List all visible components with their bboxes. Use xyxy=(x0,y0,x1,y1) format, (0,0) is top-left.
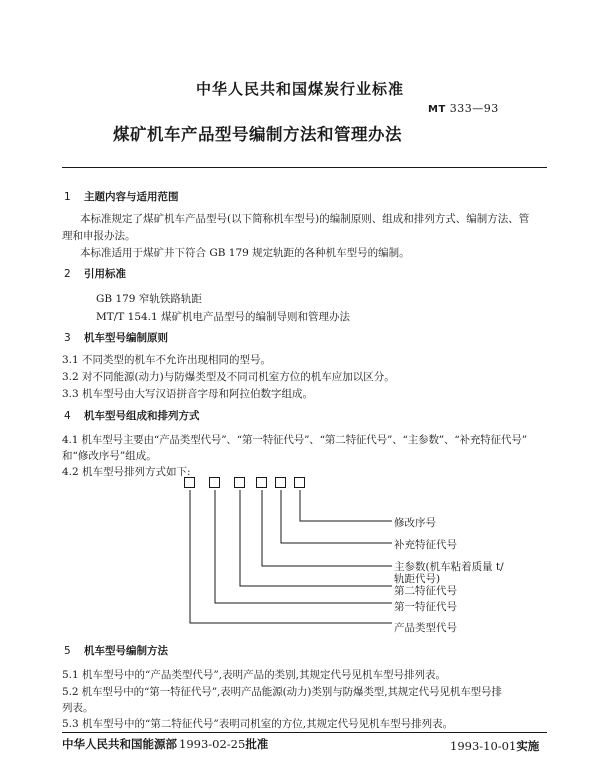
clause-3-2: 3.2 对不同能源(动力)与防爆类型及不同司机室方位的机车应加以区分。 xyxy=(62,371,395,383)
label-main-parameter-line1: 主参数(机车粘着质量 t/ xyxy=(394,561,504,573)
effective-date-block xyxy=(450,738,539,754)
leader-revision-number xyxy=(300,490,392,521)
clause-4-1a: 4.1 机车型号主要由“产品类型代号”、“第一特征代号”、“第二特征代号”、“主参数”、“补充特征代号” xyxy=(62,434,527,446)
section-3-heading: 3 机车型号编制原则 xyxy=(64,332,168,344)
section-4-heading: 4 机车型号组成和排列方式 xyxy=(64,410,200,422)
box-second-feature xyxy=(234,477,245,488)
issuer-approval xyxy=(62,736,268,752)
label-supplementary-feature: 补充特征代号 xyxy=(394,539,457,551)
standard-prefix: MT xyxy=(428,104,446,115)
leader-main-parameter xyxy=(262,490,392,566)
effective-label: 实施 xyxy=(516,739,540,753)
standard-organization: 中华人民共和国煤炭行业标准 xyxy=(195,80,404,98)
section-5-heading: 5 机车型号编制方法 xyxy=(64,645,168,657)
box-supplementary-feature xyxy=(275,477,286,488)
label-second-feature: 第二特征代号 xyxy=(394,585,457,597)
box-revision-number xyxy=(294,477,305,488)
label-first-feature: 第一特征代号 xyxy=(394,601,457,613)
box-first-feature xyxy=(209,477,220,488)
leader-second-feature xyxy=(240,490,392,586)
effective-date: 1993-10-01 xyxy=(450,739,517,753)
document-title: 煤矿机车产品型号编制方法和管理办法 xyxy=(113,125,402,144)
clause-4-1b: 和“修改序号”组成。 xyxy=(62,450,157,462)
label-product-type: 产品类型代号 xyxy=(394,622,457,634)
footer-divider xyxy=(62,732,547,733)
clause-5-2a: 5.2 机车型号中的“第一特征代号”,表明产品能源(动力)类别与防爆类型,其规定代号见机车型号排 xyxy=(62,686,502,698)
reference-gb179: GB 179 窄轨铁路轨距 xyxy=(96,293,202,305)
label-main-parameter-line2: 轨距代号) xyxy=(394,573,441,585)
section-1-heading: 1 主题内容与适用范围 xyxy=(64,191,179,203)
header-divider xyxy=(62,167,547,168)
section-1-paragraph-2: 本标准适用于煤矿井下符合 GB 179 规定轨距的各种机车型号的编制。 xyxy=(80,247,410,259)
label-revision-number: 修改序号 xyxy=(394,517,436,529)
issuer: 中华人民共和国能源部 xyxy=(62,737,177,751)
reference-mt154: MT/T 154.1 煤矿机电产品型号的编制导则和管理办法 xyxy=(96,311,351,323)
box-product-type xyxy=(184,477,195,488)
clause-5-1: 5.1 机车型号中的“产品类型代号”,表明产品的类别,其规定代号见机车型号排列表。 xyxy=(62,669,446,681)
section-2-heading: 2 引用标准 xyxy=(64,268,126,280)
clause-5-3: 5.3 机车型号中的“第二特征代号”表明司机室的方位,其规定代号见机车型号排列表。 xyxy=(62,718,454,730)
section-1-paragraph-1a: 本标准规定了煤矿机车产品型号(以下简称机车型号)的编制原则、组成和排列方式、编制方法、管 xyxy=(80,213,530,225)
section-1-paragraph-1b: 理和申报办法。 xyxy=(62,230,136,242)
clause-5-2b: 列表。 xyxy=(62,702,94,714)
clause-3-3: 3.3 机车型号由大写汉语拼音字母和阿拉伯数字组成。 xyxy=(62,388,314,400)
leader-first-feature xyxy=(215,490,392,603)
box-main-parameter xyxy=(256,477,267,488)
approved-label: 批准 xyxy=(245,737,269,751)
approved-date: 1993-02-25 xyxy=(179,737,246,751)
leader-product-type xyxy=(190,490,392,623)
standard-number: 333—93 xyxy=(449,102,499,115)
clause-3-1: 3.1 不同类型的机车不允许出现相同的型号。 xyxy=(62,354,272,366)
clause-4-2: 4.2 机车型号排列方式如下: xyxy=(62,466,191,478)
leader-supplementary-feature xyxy=(281,490,392,543)
standard-code xyxy=(428,102,499,115)
